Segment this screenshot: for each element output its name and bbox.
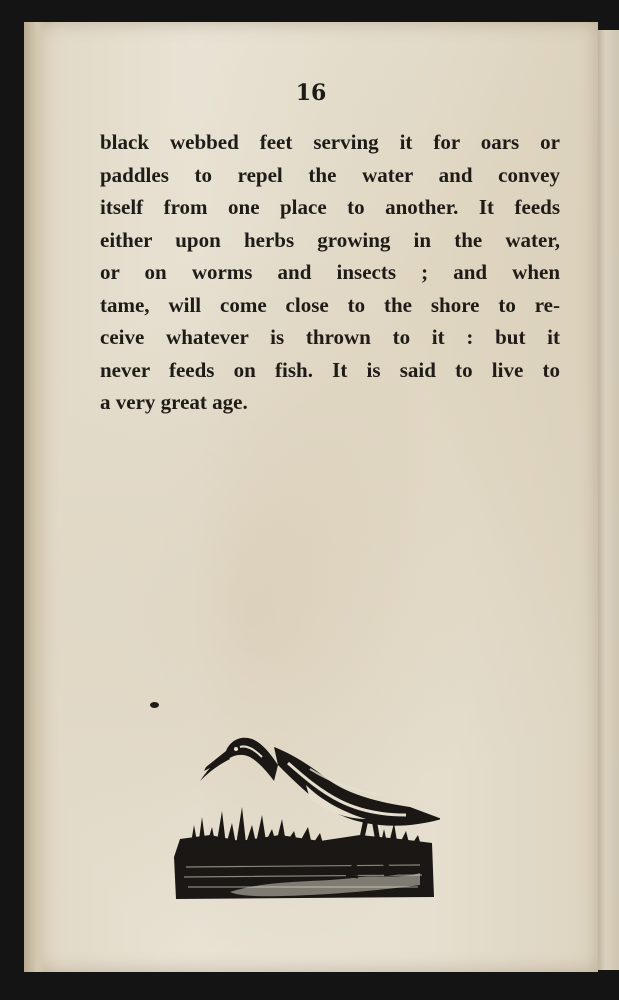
wading-bird-woodcut-icon <box>170 707 440 907</box>
book-page <box>24 22 598 972</box>
text-line: a very great age. <box>100 390 248 414</box>
page-number: 16 <box>295 80 327 106</box>
text-line: paddles to repel the water and convey <box>100 162 560 187</box>
body-text <box>100 126 560 419</box>
text-line: or on worms and insects ; and when <box>100 260 560 284</box>
text-line: tame, will come close to the shore to re- <box>100 292 560 317</box>
next-page-edge <box>596 30 619 970</box>
text-line: either upon herbs growing in the water, <box>100 227 560 252</box>
text-line: ceive whatever is thrown to it : but it <box>100 325 560 349</box>
text-line: never feeds on fish. It is said to live to <box>100 357 560 382</box>
woodcut-head <box>204 738 278 781</box>
woodcut-beak <box>200 753 230 781</box>
ink-spot <box>150 702 159 708</box>
text-line: itself from one place to another. It feeds <box>100 195 560 219</box>
woodcut-grass <box>186 807 324 853</box>
page-spine-shadow <box>24 22 46 972</box>
text-line: black webbed feet serving it for oars or <box>100 130 560 154</box>
woodcut-body <box>274 747 440 826</box>
